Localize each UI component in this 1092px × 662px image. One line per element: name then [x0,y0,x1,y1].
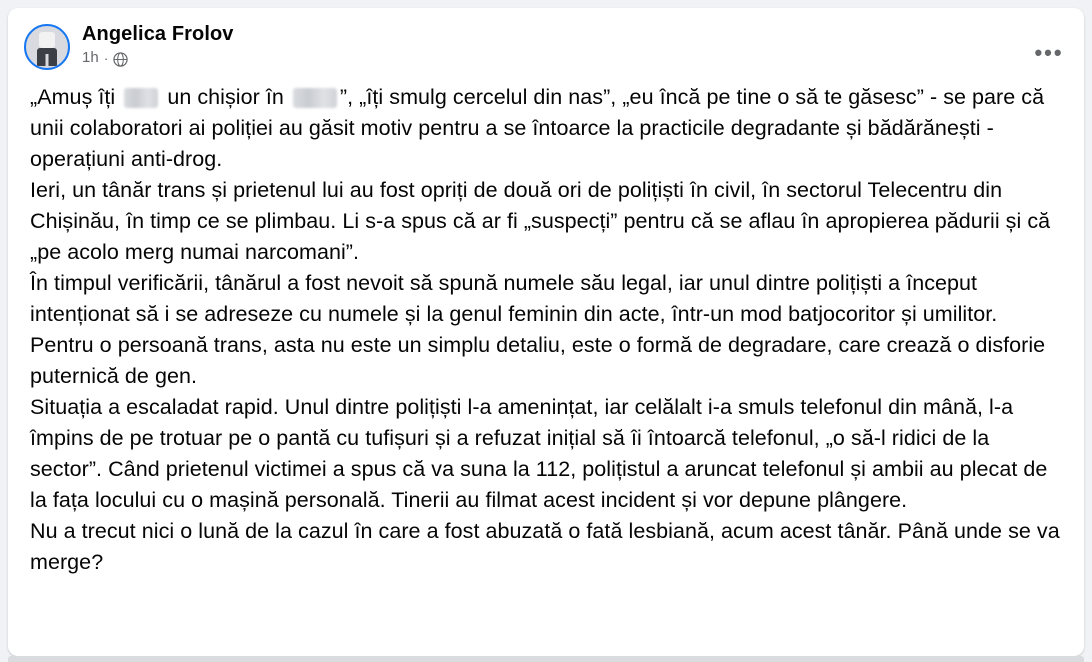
avatar[interactable] [24,24,70,70]
redacted-text-block [124,88,158,108]
post-timestamp[interactable]: 1h [82,49,99,66]
post-paragraph: „Amuș îți un chișior în ”, „îți smulg cercelul din nas”, „eu încă pe tine o să te găsesc” - se pare că unii colaboratori ai poliției au găsit motiv pentru a se întoarce la practicile degradante și bădărănești - operațiuni anti-drog. [30,85,1045,171]
avatar-torso [39,32,55,48]
author-name[interactable]: Angelica Frolov [82,23,234,45]
post-paragraph: Ieri, un tânăr trans și prietenul lui au fost opriți de două ori de polițiști în civil, în sectorul Telecentru din Chișinău, în timp ce se plimbau. Li s-a spus că ar fi „suspecți” pentru că se aflau în apropierea pădurii și că „pe acolo merg numai narcomani”. [30,178,1051,264]
post-paragraph: Nu a trecut nici o lună de la cazul în care a fost abuzată o fată lesbiană, acum acest tânăr. Până unde se va merge? [30,519,1060,574]
post-options-button[interactable] [1032,36,1066,70]
redacted-text-block [293,88,337,108]
ellipsis-icon: ••• [1034,40,1064,65]
globe-icon[interactable] [113,52,128,67]
post-footer-edge [8,656,1084,662]
post-header-text [82,22,234,66]
post-card [8,8,1084,656]
meta-separator: · [103,49,109,66]
post-body [8,72,1084,578]
post-paragraph: Situația a escaladat rapid. Unul dintre polițiști l-a amenințat, iar celălalt i-a smuls telefonul din mână, l-a împins de pe trotuar pe o pantă cu tufișuri și a refuzat inițial să îi întoarcă telefonul, „o să-l ridici de la sector”. Când prietenul victimei a spus că va suna la 112, polițistul a aruncat telefonul și ambii au plecat de la fața locului cu o mașină personală. Tinerii au filmat acest incident și vor depune plângere. [30,395,1048,512]
post-paragraph: În timpul verificării, tânărul a fost nevoit să spună numele său legal, iar unul dintre polițiști a început intenționat să i se adreseze cu numele și la genul feminin din acte, într-un mod batjocoritor și umilitor. Pentru o persoană trans, asta nu este un simplu detaliu, este o formă de degradare, care crează o disforie puternică de gen. [30,271,1046,388]
post-header [8,8,1084,72]
post-meta [82,49,234,66]
avatar-leg-gap [46,54,49,66]
